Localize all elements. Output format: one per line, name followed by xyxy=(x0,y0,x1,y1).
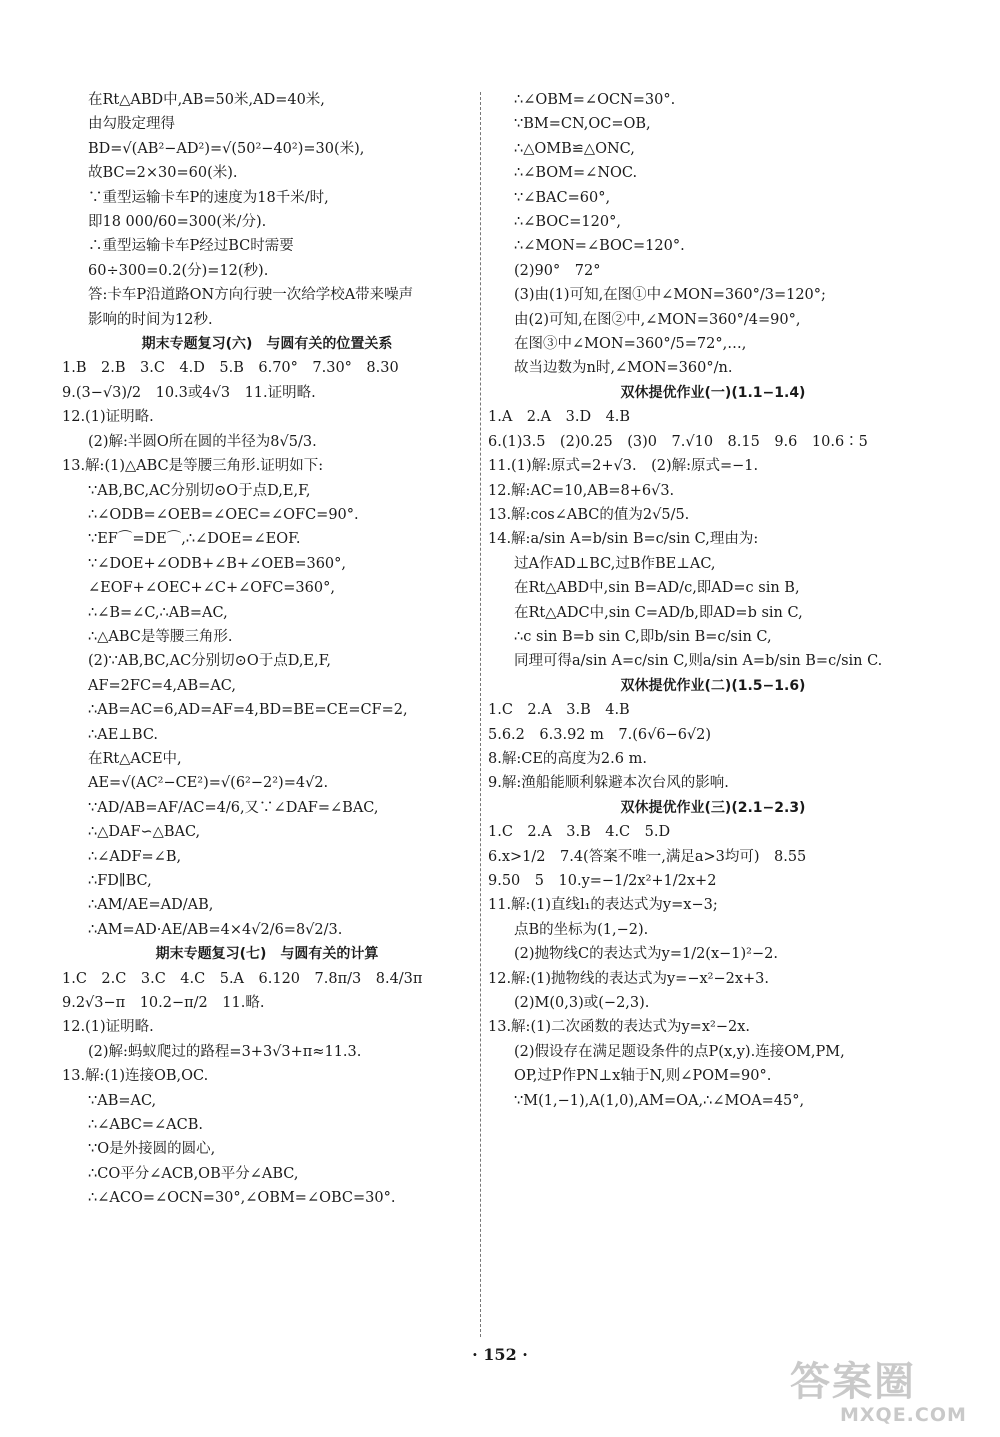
answer-line: 6.(1)3.5 (2)0.25 (3)0 7.√10 8.15 9.6 10.6∶5 xyxy=(488,433,868,450)
answer-line: 60÷300=0.2(分)=12(秒). xyxy=(88,262,269,279)
answer-line: 同理可得a/sin A=c/sin C,则a/sin A=b/sin B=c/sin C. xyxy=(514,653,883,670)
section-heading: 双休提优作业(三)(2.1−2.3) xyxy=(620,799,806,816)
answer-line: ∵BM=CN,OC=OB, xyxy=(514,116,651,133)
answer-line: 12.(1)证明略. xyxy=(62,1019,154,1036)
answer-line: ∴△OMB≌△ONC, xyxy=(514,140,635,157)
answer-line: ∵AB=AC, xyxy=(88,1092,157,1109)
column-divider xyxy=(480,92,481,1337)
answer-line: 14.解:a/sin A=b/sin B=c/sin C,理由为: xyxy=(488,531,759,548)
answer-line: ∴∠OBM=∠OCN=30°. xyxy=(514,92,676,108)
answer-line: BD=√(AB²−AD²)=√(50²−40²)=30(米), xyxy=(88,140,365,157)
answer-line: 故当边数为n时,∠MON=360°/n. xyxy=(514,360,733,377)
answer-line: ∵∠DOE+∠ODB+∠B+∠OEB=360°, xyxy=(88,555,347,572)
answer-line: ∴∠ABC=∠ACB. xyxy=(88,1117,203,1134)
answer-line: 即18 000/60=300(米/分). xyxy=(88,214,267,231)
answer-line: 1.C 2.A 3.B 4.B xyxy=(488,702,630,719)
answer-line: ∠EOF+∠OEC+∠C+∠OFC=360°, xyxy=(88,580,335,597)
answer-line: (3)由(1)可知,在图①中∠MON=360°/3=120°; xyxy=(514,287,826,304)
answer-line: (2)解:蚂蚁爬过的路程=3+3√3+π≈11.3. xyxy=(88,1043,362,1060)
answer-line: ∴AM=AD·AE/AB=4×4√2/6=8√2/3. xyxy=(88,921,343,938)
answer-line: 12.解:AC=10,AB=8+6√3. xyxy=(488,482,675,499)
answer-line: (2)假设存在满足题设条件的点P(x,y).连接OM,PM, xyxy=(514,1043,845,1060)
answer-line: 1.A 2.A 3.D 4.B xyxy=(488,409,631,426)
answer-line: ∵O是外接圆的圆心, xyxy=(88,1141,216,1158)
answer-line: 12.解:(1)抛物线的表达式为y=−x²−2x+3. xyxy=(488,970,770,987)
answer-line: 在Rt△ACE中, xyxy=(88,750,182,767)
answer-line: 1.B 2.B 3.C 4.D 5.B 6.70° 7.30° 8.30 xyxy=(62,360,399,377)
answer-line: ∵AB,BC,AC分别切⊙O于点D,E,F, xyxy=(88,482,311,499)
section-heading: 双休提优作业(一)(1.1−1.4) xyxy=(620,384,806,401)
answer-line: 13.解:(1)二次函数的表达式为y=x²−2x. xyxy=(488,1019,750,1036)
page-number: · 152 · xyxy=(472,1345,528,1364)
answer-line: 5.6.2 6.3.92 m 7.(6√6−6√2) xyxy=(488,726,712,743)
answer-line: (2)抛物线C的表达式为y=1/2(x−1)²−2. xyxy=(514,946,778,963)
answer-line: ∴∠ADF=∠B, xyxy=(88,848,182,865)
answer-line: 9.解:渔船能顺利躲避本次台风的影响. xyxy=(488,775,729,792)
answer-line: 9.50 5 10.y=−1/2x²+1/2x+2 xyxy=(488,873,717,889)
answer-line: ∴∠ODB=∠OEB=∠OEC=∠OFC=90°. xyxy=(88,506,359,523)
answer-line: 1.C 2.A 3.B 4.C 5.D xyxy=(488,824,671,841)
watermark-logo xyxy=(790,1360,990,1432)
answer-line: ∴CO平分∠ACB,OB平分∠ABC, xyxy=(88,1165,299,1182)
answer-line: 11.(1)解:原式=2+√3. (2)解:原式=−1. xyxy=(488,458,759,475)
watermark-url: MXQE.COM xyxy=(840,1404,967,1426)
answer-line: 在Rt△ABD中,sin B=AD/c,即AD=c sin B, xyxy=(514,580,800,597)
answer-line: 在图③中∠MON=360°/5=72°,…, xyxy=(514,336,747,353)
answer-line: ∴AM/AE=AD/AB, xyxy=(88,897,214,914)
answer-line: 故BC=2×30=60(米). xyxy=(88,165,238,182)
answer-line: ∵EF⌒=DE⌒,∴∠DOE=∠EOF. xyxy=(88,531,301,548)
answer-line: ∴AB=AC=6,AD=AF=4,BD=BE=CE=CF=2, xyxy=(88,702,408,719)
left-column xyxy=(62,88,472,1211)
answer-line: (2)M(0,3)或(−2,3). xyxy=(514,995,650,1012)
answer-line: 由(2)可知,在图②中,∠MON=360°/4=90°, xyxy=(514,311,801,328)
answer-line: 1.C 2.C 3.C 4.C 5.A 6.120 7.8π/3 8.4/3π xyxy=(62,970,423,987)
answer-line: 在Rt△ADC中,sin C=AD/b,即AD=b sin C, xyxy=(514,604,803,621)
answer-line: ∴c sin B=b sin C,即b/sin B=c/sin C, xyxy=(514,628,772,645)
answer-line: 11.解:(1)直线l₁的表达式为y=x−3; xyxy=(488,897,718,914)
answer-line: ∴∠BOM=∠NOC. xyxy=(514,165,638,182)
answer-line: 13.解:(1)连接OB,OC. xyxy=(62,1068,209,1085)
section-heading: 双休提优作业(二)(1.5−1.6) xyxy=(620,677,806,694)
answer-line: 影响的时间为12秒. xyxy=(88,311,213,328)
answer-line: 点B的坐标为(1,−2). xyxy=(514,921,649,938)
section-heading: 期末专题复习(六) 与圆有关的位置关系 xyxy=(141,336,393,353)
answer-line: ∴∠ACO=∠OCN=30°,∠OBM=∠OBC=30°. xyxy=(88,1190,396,1207)
answer-line: ∴△DAF∽△BAC, xyxy=(88,824,201,841)
answer-line: (2)解:半圆O所在圆的半径为8√5/3. xyxy=(88,433,317,450)
answer-line: (2)∵AB,BC,AC分别切⊙O于点D,E,F, xyxy=(88,653,332,670)
answer-line: 答:卡车P沿道路ON方向行驶一次给学校A带来噪声 xyxy=(88,287,414,304)
answer-line: 在Rt△ABD中,AB=50米,AD=40米, xyxy=(88,92,325,108)
answer-line: OP,过P作PN⊥x轴于N,则∠POM=90°. xyxy=(514,1068,772,1085)
answer-line: ∴重型运输卡车P经过BC时需要 xyxy=(88,238,294,255)
answer-line: 12.(1)证明略. xyxy=(62,409,154,426)
answer-line: ∵AD/AB=AF/AC=4/6,又∵∠DAF=∠BAC, xyxy=(88,799,379,816)
answer-line: 9.(3−√3)/2 10.3或4√3 11.证明略. xyxy=(62,384,316,401)
answer-line: 9.2√3−π 10.2−π/2 11.略. xyxy=(62,995,265,1012)
answer-line: 8.解:CE的高度为2.6 m. xyxy=(488,750,647,767)
watermark-logo-text: 答案圈 xyxy=(790,1359,916,1405)
answer-line: 过A作AD⊥BC,过B作BE⊥AC, xyxy=(514,555,716,572)
section-heading: 期末专题复习(七) 与圆有关的计算 xyxy=(155,946,379,963)
answer-line: ∴△ABC是等腰三角形. xyxy=(88,628,233,645)
right-column xyxy=(488,88,938,1113)
answer-line: 由勾股定理得 xyxy=(88,116,175,133)
answer-line: ∴FD∥BC, xyxy=(88,873,152,889)
answer-line: ∴∠MON=∠BOC=120°. xyxy=(514,238,685,255)
answer-line: AE=√(AC²−CE²)=√(6²−2²)=4√2. xyxy=(88,775,329,792)
answer-line: (2)90° 72° xyxy=(514,262,601,279)
answer-line: 13.解:(1)△ABC是等腰三角形.证明如下: xyxy=(62,458,324,475)
answer-line: 6.x>1/2 7.4(答案不唯一,满足a>3均可) 8.55 xyxy=(488,848,807,865)
answer-line: ∴∠B=∠C,∴AB=AC, xyxy=(88,604,228,621)
answer-line: 13.解:cos∠ABC的值为2√5/5. xyxy=(488,506,690,523)
answer-line: ∵M(1,−1),A(1,0),AM=OA,∴∠MOA=45°, xyxy=(514,1092,805,1109)
answer-line: ∵∠BAC=60°, xyxy=(514,189,611,206)
answer-line: ∴∠BOC=120°, xyxy=(514,214,621,231)
answer-line: ∵重型运输卡车P的速度为18千米/时, xyxy=(88,189,329,206)
answer-line: ∴AE⊥BC. xyxy=(88,726,159,743)
answer-line: AF=2FC=4,AB=AC, xyxy=(88,677,236,694)
